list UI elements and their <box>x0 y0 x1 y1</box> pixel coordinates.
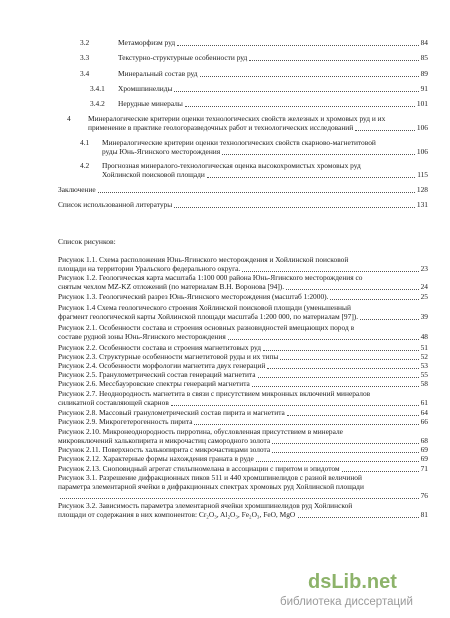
figure-entry-caption: Рисунок 2.8. Массовый гранулометрический состав пирита и магнетита <box>58 408 285 417</box>
figure-leader <box>194 424 418 425</box>
figure-entry-caption: Рисунок 2.6. Мессбауэровские спектры генераций магнетита <box>58 379 250 388</box>
figure-entry-caption: параметра элементарной ячейки в дифракционных спектрах хромовых руд Хойлинской площади <box>58 482 364 491</box>
figure-entry-caption: Рисунок 2.4. Особенности морфологии магнетита двух генераций <box>58 361 266 370</box>
figure-leader <box>267 368 418 369</box>
toc-entry-title: Минералогические критерии оценки технологических свойств железных и хромовых руд и их <box>88 114 386 123</box>
figure-leader <box>258 377 419 378</box>
figure-leader <box>286 289 419 290</box>
figure-entry-caption: Рисунок 2.1. Особенности состава и строения основных разновидностей вмещающих пород в <box>58 323 355 332</box>
figure-entry-caption: Рисунок 3.2. Зависимость параметра элементарной ячейки хромшпинелидов руд Хойлинской <box>58 501 353 510</box>
figure-leader <box>256 461 419 462</box>
toc-entry-title: Минеральный состав руд <box>118 69 198 78</box>
figure-entry-caption: Рисунок 1.4 Схема геологического строения Хойлинской поисковой площади (уменьшенный <box>58 303 351 312</box>
toc-leader <box>207 177 415 178</box>
figure-entry-page: 61 <box>420 398 428 407</box>
toc-entry-page: 106 <box>416 147 428 156</box>
toc-entry-number: 3.4.1 <box>90 84 105 93</box>
figure-entry-caption: Рисунок 2.2. Особенности состава и строения магнетитовых руд <box>58 343 261 352</box>
figure-entry-page: 71 <box>420 464 428 473</box>
toc-leader <box>249 60 418 61</box>
figure-entry-page: 53 <box>420 361 428 370</box>
watermark-logo-name: dsLib <box>308 571 362 593</box>
figure-entry-page: 52 <box>420 352 428 361</box>
figure-entry-caption: фрагмент геологической карты Хойлинской площади масштаба 1:200 000, по материалам [97]). <box>58 312 359 321</box>
figure-entry-caption: Рисунок 2.13. Сноповидный агрегат стильпномелана в ассоциации с пиритом и эпидотом <box>58 464 340 473</box>
toc-entry-title: Заключение <box>58 185 96 194</box>
toc-entry-page: 131 <box>416 200 428 209</box>
figure-entry-caption: Рисунок 2.12. Характерные формы нахождения граната в руде <box>58 454 254 463</box>
figure-entry-page: 23 <box>420 264 428 273</box>
toc-entry-number: 4.1 <box>80 138 90 147</box>
toc-entry-number: 3.2 <box>80 38 90 47</box>
toc-entry-title: применение в практике геологоразведочных работ и технологических исследований <box>88 123 354 132</box>
figure-entry-caption: Рисунок 1.3. Геологический разрез Юнь-Ягинского месторождения (масштаб 1:2000). <box>58 292 329 301</box>
figure-leader <box>60 498 419 499</box>
figure-leader <box>360 319 419 320</box>
toc-leader <box>174 91 418 92</box>
figure-entry-page: 58 <box>420 379 428 388</box>
figure-entry-page: 69 <box>420 454 428 463</box>
toc-entry-number: 3.3 <box>80 53 90 62</box>
figure-entry-caption: Рисунок 2.10. Микронеоднородность пирротина, обусловленная присутствием в минерале <box>58 427 343 436</box>
toc-entry-number: 3.4.2 <box>90 99 105 108</box>
figure-leader <box>228 339 419 340</box>
figure-leader <box>272 443 419 444</box>
toc-entry-title: Метаморфизм руд <box>118 38 176 47</box>
toc-entry-title: Список использованной литературы <box>58 200 173 209</box>
toc-leader <box>177 45 419 46</box>
figure-entry-page: 81 <box>420 510 428 519</box>
figure-entry-caption: Рисунок 1.2. Геологическая карта масштаба 1:100 000 района Юнь-Ягинского месторождения со <box>58 273 363 282</box>
figure-entry-caption: Рисунок 2.11. Поверхность халькопирита с микрочастицами золота <box>58 445 271 454</box>
figure-entry-page: 55 <box>420 370 428 379</box>
toc-leader <box>185 106 415 107</box>
figure-entry-caption: Рисунок 2.5. Гранулометрический состав генераций магнетита <box>58 370 256 379</box>
figure-entry-caption: Рисунок 3.1. Разрешение дифракционных пиков 511 и 440 хромшпинелидов с разной величиной <box>58 473 362 482</box>
toc-entry-page: 89 <box>420 69 428 78</box>
watermark-logo-tld: .net <box>361 571 397 593</box>
figure-leader <box>263 350 419 351</box>
figure-entry-caption: площади от содержания в них компонентов: Cr₂O₃, Al₂O₃, Fe₂O₃, FeO, MgO <box>58 510 296 519</box>
toc-entry-page: 106 <box>416 123 428 132</box>
toc-entry-number: 4 <box>67 114 71 123</box>
figure-leader <box>287 415 419 416</box>
figure-entry-page: 48 <box>420 332 428 341</box>
figure-leader <box>171 405 419 406</box>
figure-entry-caption: микровключений халькопирита и микрочастиц самородного золота <box>58 436 271 445</box>
figure-entry-page: 24 <box>420 282 428 291</box>
toc-entry-page: 84 <box>420 38 428 47</box>
toc-entry-page: 91 <box>420 84 428 93</box>
watermark-subtitle: библиотека диссертаций <box>280 596 413 608</box>
figure-entry-caption: Рисунок 2.3. Структурные особенности магнетитовой руды и их типы <box>58 352 279 361</box>
figures-heading: Список рисунков: <box>58 237 116 246</box>
toc-entry-page: 101 <box>416 99 428 108</box>
figure-entry-page: 69 <box>420 445 428 454</box>
figure-entry-page: 39 <box>420 312 428 321</box>
toc-entry-title: руды Юнь-Ягинского месторождения <box>102 147 221 156</box>
toc-entry-page: 85 <box>420 53 428 62</box>
figure-leader <box>272 452 419 453</box>
figure-leader <box>280 359 418 360</box>
figure-entry-page: 64 <box>420 408 428 417</box>
toc-entry-title: Минералогические критерии оценки технологических свойств скарново-магнетитовой <box>102 138 376 147</box>
toc-leader <box>200 76 419 77</box>
figure-leader <box>330 299 418 300</box>
figure-leader <box>298 517 419 518</box>
toc-entry-number: 4.2 <box>80 161 90 170</box>
figure-entry-page: 66 <box>420 417 428 426</box>
figure-entry-page: 68 <box>420 436 428 445</box>
figure-entry-page: 76 <box>420 491 428 500</box>
toc-leader <box>174 207 415 208</box>
toc-leader <box>355 130 415 131</box>
figure-entry-caption: площади на территории Уральского федерального округа. <box>58 264 241 273</box>
toc-entry-title: Хойлинской поисковой площади <box>102 170 205 179</box>
figure-leader <box>252 386 419 387</box>
toc-entry-number: 3.4 <box>80 69 90 78</box>
toc-entry-title: Текстурно-структурные особенности руд <box>118 53 248 62</box>
figure-entry-page: 25 <box>420 292 428 301</box>
figure-entry-caption: снятым чехлом MZ-KZ отложений (по материалам В.Н. Воронова [94]). <box>58 282 285 291</box>
toc-entry-page: 128 <box>416 185 428 194</box>
toc-leader <box>98 192 415 193</box>
figure-entry-caption: составе рудной зоны Юнь-Ягинского месторождения <box>58 332 226 341</box>
toc-entry-title: Хромшпинелиды <box>118 84 173 93</box>
figure-entry-page: 51 <box>420 343 428 352</box>
toc-leader <box>222 154 415 155</box>
toc-entry-page: 115 <box>417 170 428 179</box>
figure-entry-caption: Рисунок 1.1. Схема расположения Юнь-Ягинского месторождения и Хойлинской поисковой <box>58 255 349 264</box>
watermark-logo[interactable] <box>308 571 397 594</box>
figure-entry-caption: Рисунок 2.7. Неоднородность магнетита в связи с присутствием микронных включений минералов <box>58 389 371 398</box>
figure-leader <box>342 471 419 472</box>
figure-leader <box>242 271 418 272</box>
figure-entry-caption: Рисунок 2.9. Микрогетерогенность пирита <box>58 417 193 426</box>
toc-entry-title: Прогнозная минералого-технологическая оценка высокохромистых хромовых руд <box>102 161 361 170</box>
toc-entry-title: Нерудные минералы <box>118 99 183 108</box>
figure-entry-caption: силикатной составляющей скарнов <box>58 398 169 407</box>
